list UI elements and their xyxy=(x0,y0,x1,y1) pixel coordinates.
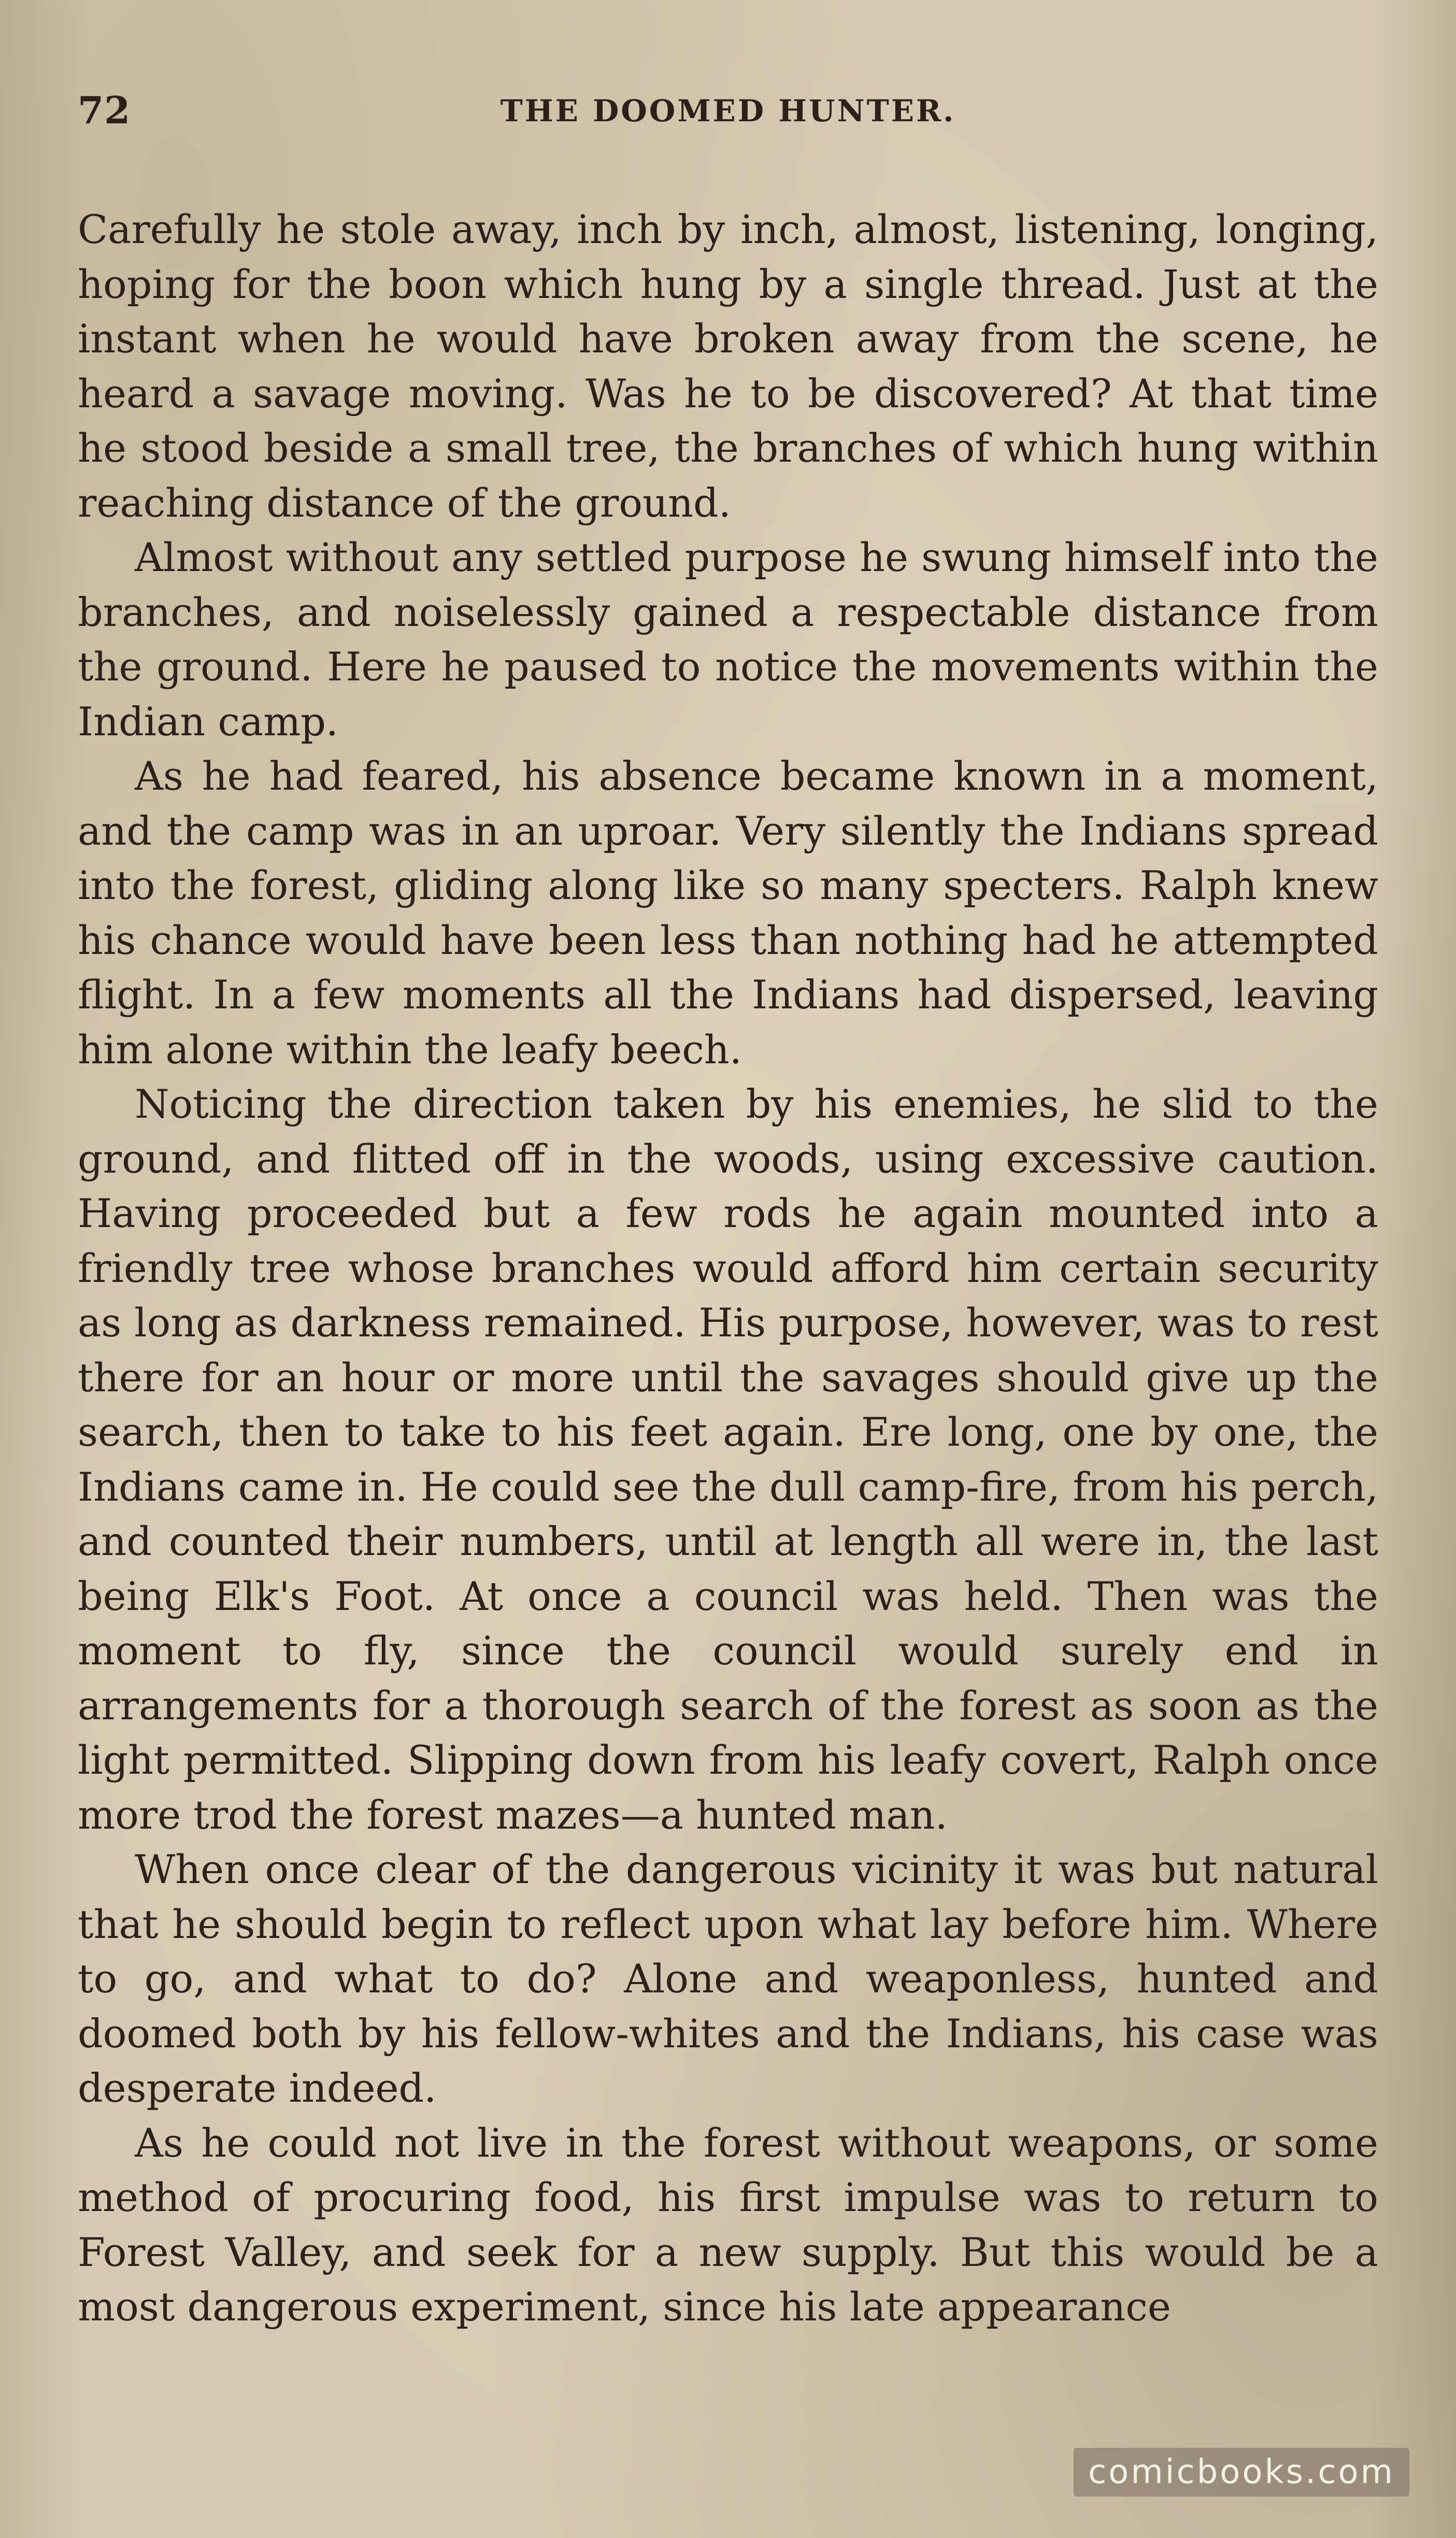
watermark: comicbooks.com xyxy=(1074,2448,1409,2497)
running-head: THE DOOMED HUNTER. xyxy=(500,93,956,129)
page-header xyxy=(78,78,1378,140)
paragraph-1: Carefully he stole away, inch by inch, almost, listening, longing, hoping for the boon which hung by a single thread. Just at the instant when he would have broken away from the scene, he heard a savage moving. Was he to be discovered? At that time he stood beside a small tree, the branches of which hung within reaching distance of the ground. xyxy=(78,206,1378,526)
paragraph-4: Noticing the direction taken by his enemies, he slid to the ground, and flitted off in the woods, using excessive caution. Having proceeded but a few rods he again mounted into a friendly tree whose branches would afford him certain security as long as darkness remained. His purpose, however, was to rest there for an hour or more until the savages should give up the search, then to take to his feet again. Ere long, one by one, the Indians came in. He could see the dull camp-fire, from his perch, and counted their numbers, until at length all were in, the last being Elk's Foot. At once a council was held. Then was the moment to fly, since the council would surely end in arrangements for a thorough search of the forest as soon as the light permitted. Slipping down from his leafy covert, Ralph once more trod the forest mazes—a hunted man. xyxy=(78,1081,1378,1838)
paragraph-6: As he could not live in the forest without weapons, or some method of procuring food, his first impulse was to return to Forest Valley, and seek for a new supply. But this would be a most dangerous experiment, since his late appearance xyxy=(78,2119,1378,2330)
body-text xyxy=(78,202,1378,2334)
paragraph-3: As he had feared, his absence became known in a moment, and the camp was in an uproar. Very silently the Indians spread into the forest, gliding along like so many specters. Ralph knew his chance would have been less than nothing had he attempted flight. In a few moments all the Indians had dispersed, leaving him alone within the leafy beech. xyxy=(78,753,1378,1073)
page-number: 72 xyxy=(78,88,131,132)
book-page xyxy=(78,78,1378,2441)
paragraph-2: Almost without any settled purpose he swung himself into the branches, and noiselessly gained a respectable distance from the ground. Here he paused to notice the movements within the Indian camp. xyxy=(78,534,1378,745)
paragraph-5: When once clear of the dangerous vicinity it was but natural that he should begin to reflect upon what lay before him. Where to go, and what to do? Alone and weaponless, hunted and doomed both by his fellow-whites and the Indians, his case was desperate indeed. xyxy=(78,1846,1378,2111)
